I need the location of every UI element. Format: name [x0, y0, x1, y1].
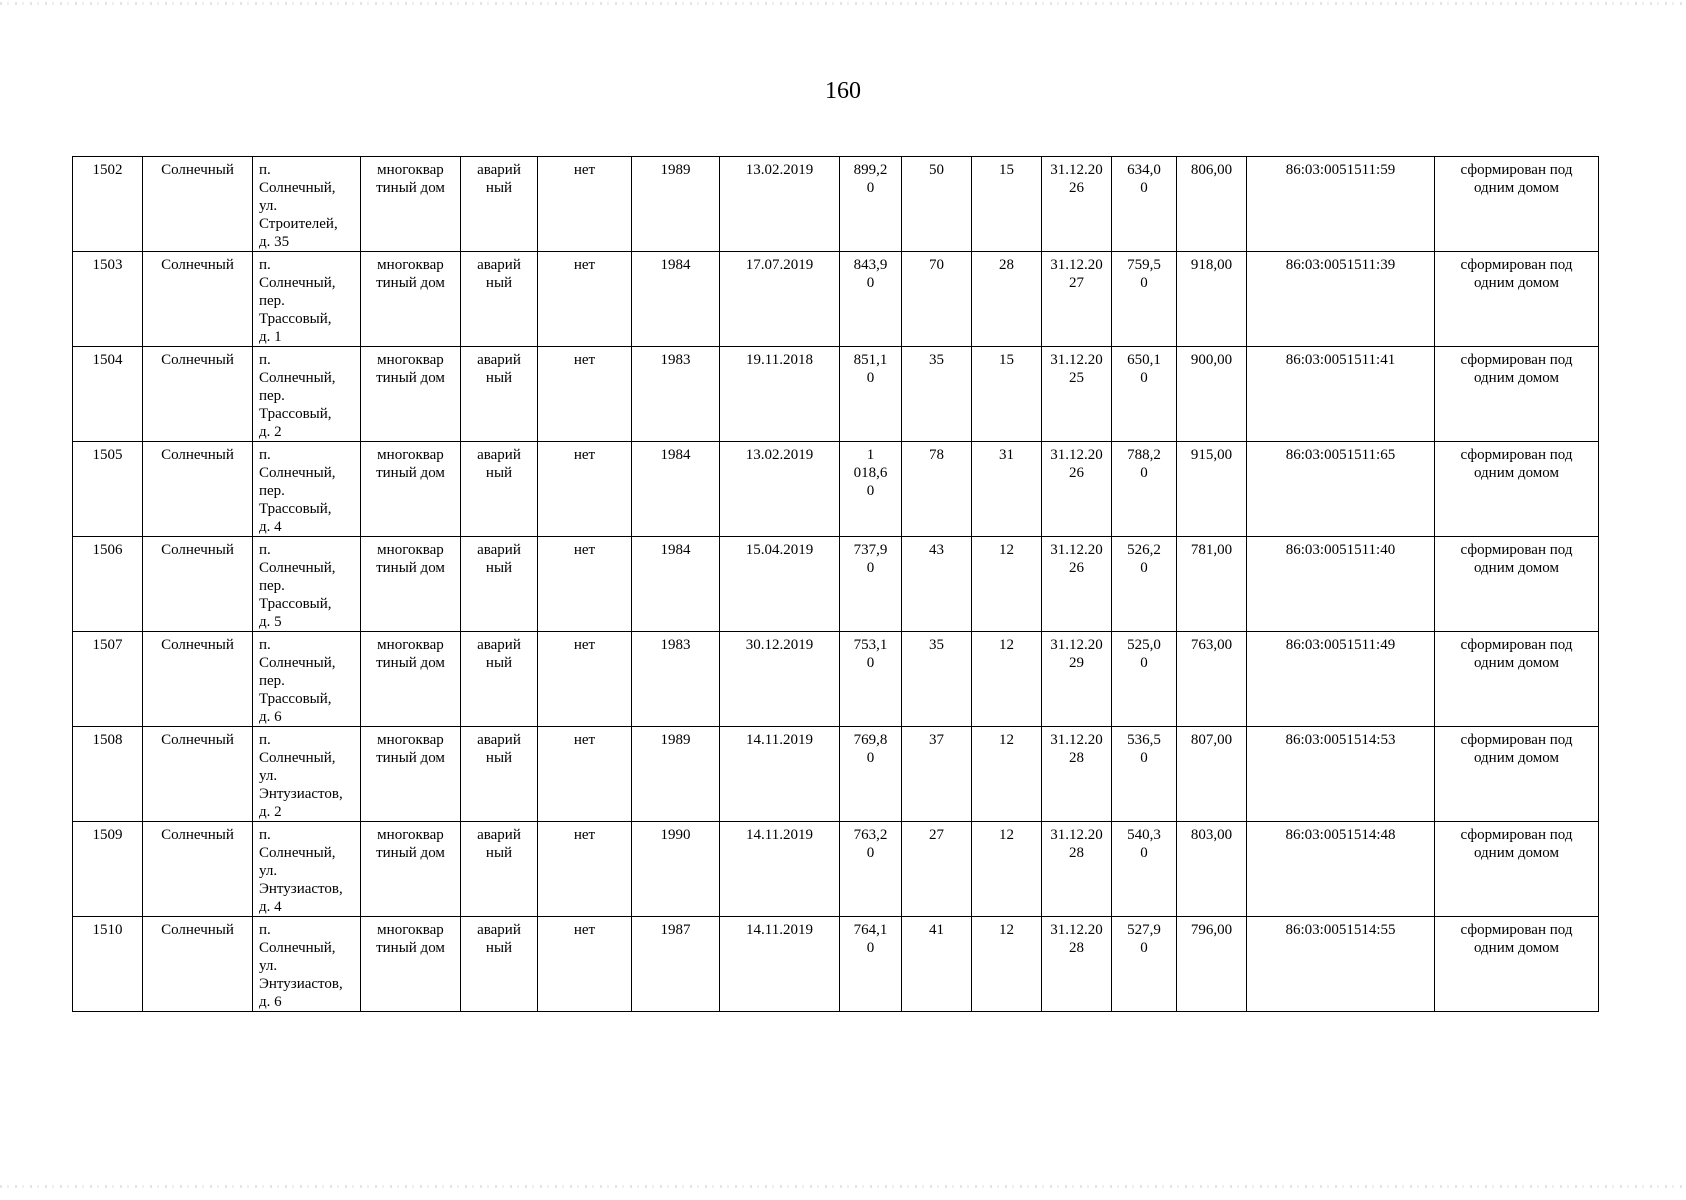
cell-area-total: 753,1 0 [840, 632, 902, 727]
cell-flag: нет [538, 157, 632, 252]
cell-house-type: многоквар тиный дом [361, 537, 461, 632]
cell-number: 1509 [73, 822, 143, 917]
cell-house-type: многоквар тиный дом [361, 727, 461, 822]
cell-address: п. Солнечный, ул. Энтузиастов, д. 6 [253, 917, 361, 1012]
registry-table [72, 156, 1599, 1012]
cell-area-living: 788,2 0 [1112, 442, 1177, 537]
cell-area-living: 759,5 0 [1112, 252, 1177, 347]
cell-number: 1507 [73, 632, 143, 727]
cell-cadastral: 86:03:0051514:55 [1247, 917, 1435, 1012]
cell-area-living: 650,1 0 [1112, 347, 1177, 442]
cell-area-land: 918,00 [1177, 252, 1247, 347]
table-row [73, 157, 1599, 252]
page-number: 160 [825, 78, 861, 104]
cell-flats: 12 [972, 727, 1042, 822]
cell-persons: 50 [902, 157, 972, 252]
cell-flats: 12 [972, 537, 1042, 632]
cell-address: п. Солнечный, пер. Трассовый, д. 2 [253, 347, 361, 442]
cell-house-type: многоквар тиный дом [361, 632, 461, 727]
cell-number: 1506 [73, 537, 143, 632]
cell-status: сформирован под одним домом [1435, 157, 1599, 252]
cell-cadastral: 86:03:0051511:65 [1247, 442, 1435, 537]
cell-area-land: 803,00 [1177, 822, 1247, 917]
cell-cadastral: 86:03:0051514:53 [1247, 727, 1435, 822]
cell-address: п. Солнечный, ул. Энтузиастов, д. 2 [253, 727, 361, 822]
cell-date: 13.02.2019 [720, 442, 840, 537]
table-row [73, 347, 1599, 442]
cell-area-land: 807,00 [1177, 727, 1247, 822]
cell-status: сформирован под одним домом [1435, 822, 1599, 917]
cell-persons: 35 [902, 632, 972, 727]
cell-flats: 31 [972, 442, 1042, 537]
table-row [73, 822, 1599, 917]
cell-date: 30.12.2019 [720, 632, 840, 727]
cell-flag: нет [538, 537, 632, 632]
cell-flag: нет [538, 727, 632, 822]
cell-settlement: Солнечный [143, 727, 253, 822]
cell-area-living: 527,9 0 [1112, 917, 1177, 1012]
cell-cadastral: 86:03:0051511:59 [1247, 157, 1435, 252]
cell-flag: нет [538, 442, 632, 537]
cell-condition: аварий ный [461, 157, 538, 252]
cell-deadline: 31.12.20 29 [1042, 632, 1112, 727]
cell-area-land: 915,00 [1177, 442, 1247, 537]
cell-date: 15.04.2019 [720, 537, 840, 632]
table-row [73, 632, 1599, 727]
cell-date: 19.11.2018 [720, 347, 840, 442]
scan-edge-bottom [0, 1185, 1686, 1188]
cell-persons: 35 [902, 347, 972, 442]
cell-cadastral: 86:03:0051511:49 [1247, 632, 1435, 727]
cell-condition: аварий ный [461, 442, 538, 537]
cell-settlement: Солнечный [143, 347, 253, 442]
cell-house-type: многоквар тиный дом [361, 822, 461, 917]
cell-status: сформирован под одним домом [1435, 347, 1599, 442]
cell-year: 1984 [632, 537, 720, 632]
cell-area-living: 526,2 0 [1112, 537, 1177, 632]
cell-flats: 15 [972, 157, 1042, 252]
cell-cadastral: 86:03:0051511:39 [1247, 252, 1435, 347]
cell-year: 1984 [632, 442, 720, 537]
cell-area-living: 634,0 0 [1112, 157, 1177, 252]
cell-persons: 70 [902, 252, 972, 347]
cell-area-total: 769,8 0 [840, 727, 902, 822]
cell-year: 1989 [632, 157, 720, 252]
cell-address: п. Солнечный, ул. Строителей, д. 35 [253, 157, 361, 252]
cell-settlement: Солнечный [143, 537, 253, 632]
cell-address: п. Солнечный, пер. Трассовый, д. 6 [253, 632, 361, 727]
cell-deadline: 31.12.20 27 [1042, 252, 1112, 347]
cell-area-total: 1 018,6 0 [840, 442, 902, 537]
cell-area-total: 899,2 0 [840, 157, 902, 252]
cell-address: п. Солнечный, пер. Трассовый, д. 4 [253, 442, 361, 537]
cell-flats: 15 [972, 347, 1042, 442]
cell-date: 14.11.2019 [720, 727, 840, 822]
cell-persons: 41 [902, 917, 972, 1012]
cell-deadline: 31.12.20 26 [1042, 442, 1112, 537]
cell-deadline: 31.12.20 28 [1042, 727, 1112, 822]
table-row [73, 917, 1599, 1012]
cell-address: п. Солнечный, пер. Трассовый, д. 5 [253, 537, 361, 632]
cell-flag: нет [538, 632, 632, 727]
cell-area-total: 737,9 0 [840, 537, 902, 632]
cell-condition: аварий ный [461, 727, 538, 822]
cell-persons: 37 [902, 727, 972, 822]
cell-year: 1984 [632, 252, 720, 347]
table-body [73, 157, 1599, 1012]
cell-deadline: 31.12.20 25 [1042, 347, 1112, 442]
cell-number: 1510 [73, 917, 143, 1012]
cell-number: 1502 [73, 157, 143, 252]
cell-area-total: 851,1 0 [840, 347, 902, 442]
cell-year: 1983 [632, 347, 720, 442]
cell-number: 1504 [73, 347, 143, 442]
cell-settlement: Солнечный [143, 157, 253, 252]
scan-edge-top [0, 2, 1686, 5]
cell-status: сформирован под одним домом [1435, 727, 1599, 822]
cell-area-land: 763,00 [1177, 632, 1247, 727]
cell-condition: аварий ный [461, 252, 538, 347]
cell-deadline: 31.12.20 26 [1042, 157, 1112, 252]
cell-area-land: 796,00 [1177, 917, 1247, 1012]
cell-address: п. Солнечный, ул. Энтузиастов, д. 4 [253, 822, 361, 917]
cell-cadastral: 86:03:0051511:40 [1247, 537, 1435, 632]
cell-status: сформирован под одним домом [1435, 632, 1599, 727]
cell-condition: аварий ный [461, 347, 538, 442]
cell-area-land: 806,00 [1177, 157, 1247, 252]
cell-area-land: 781,00 [1177, 537, 1247, 632]
table-row [73, 252, 1599, 347]
cell-condition: аварий ный [461, 537, 538, 632]
cell-persons: 27 [902, 822, 972, 917]
cell-date: 13.02.2019 [720, 157, 840, 252]
cell-status: сформирован под одним домом [1435, 442, 1599, 537]
cell-cadastral: 86:03:0051511:41 [1247, 347, 1435, 442]
cell-area-total: 763,2 0 [840, 822, 902, 917]
cell-area-living: 525,0 0 [1112, 632, 1177, 727]
cell-flats: 12 [972, 632, 1042, 727]
cell-house-type: многоквар тиный дом [361, 347, 461, 442]
cell-house-type: многоквар тиный дом [361, 252, 461, 347]
cell-settlement: Солнечный [143, 442, 253, 537]
cell-date: 14.11.2019 [720, 917, 840, 1012]
cell-settlement: Солнечный [143, 632, 253, 727]
cell-status: сформирован под одним домом [1435, 537, 1599, 632]
cell-date: 14.11.2019 [720, 822, 840, 917]
cell-area-total: 764,1 0 [840, 917, 902, 1012]
cell-flag: нет [538, 347, 632, 442]
cell-house-type: многоквар тиный дом [361, 917, 461, 1012]
cell-flats: 28 [972, 252, 1042, 347]
cell-year: 1989 [632, 727, 720, 822]
table-row [73, 537, 1599, 632]
cell-persons: 78 [902, 442, 972, 537]
table-row [73, 727, 1599, 822]
cell-number: 1508 [73, 727, 143, 822]
cell-address: п. Солнечный, пер. Трассовый, д. 1 [253, 252, 361, 347]
cell-cadastral: 86:03:0051514:48 [1247, 822, 1435, 917]
cell-status: сформирован под одним домом [1435, 252, 1599, 347]
cell-number: 1503 [73, 252, 143, 347]
cell-flag: нет [538, 822, 632, 917]
cell-settlement: Солнечный [143, 917, 253, 1012]
cell-date: 17.07.2019 [720, 252, 840, 347]
cell-flats: 12 [972, 917, 1042, 1012]
table-row [73, 442, 1599, 537]
cell-area-land: 900,00 [1177, 347, 1247, 442]
cell-area-living: 540,3 0 [1112, 822, 1177, 917]
cell-number: 1505 [73, 442, 143, 537]
cell-settlement: Солнечный [143, 252, 253, 347]
cell-year: 1983 [632, 632, 720, 727]
cell-house-type: многоквар тиный дом [361, 442, 461, 537]
cell-deadline: 31.12.20 28 [1042, 917, 1112, 1012]
cell-settlement: Солнечный [143, 822, 253, 917]
cell-condition: аварий ный [461, 822, 538, 917]
cell-flag: нет [538, 252, 632, 347]
cell-deadline: 31.12.20 26 [1042, 537, 1112, 632]
cell-deadline: 31.12.20 28 [1042, 822, 1112, 917]
cell-flag: нет [538, 917, 632, 1012]
cell-status: сформирован под одним домом [1435, 917, 1599, 1012]
cell-area-living: 536,5 0 [1112, 727, 1177, 822]
cell-condition: аварий ный [461, 917, 538, 1012]
cell-year: 1987 [632, 917, 720, 1012]
cell-year: 1990 [632, 822, 720, 917]
cell-area-total: 843,9 0 [840, 252, 902, 347]
cell-condition: аварий ный [461, 632, 538, 727]
cell-persons: 43 [902, 537, 972, 632]
cell-house-type: многоквар тиный дом [361, 157, 461, 252]
cell-flats: 12 [972, 822, 1042, 917]
